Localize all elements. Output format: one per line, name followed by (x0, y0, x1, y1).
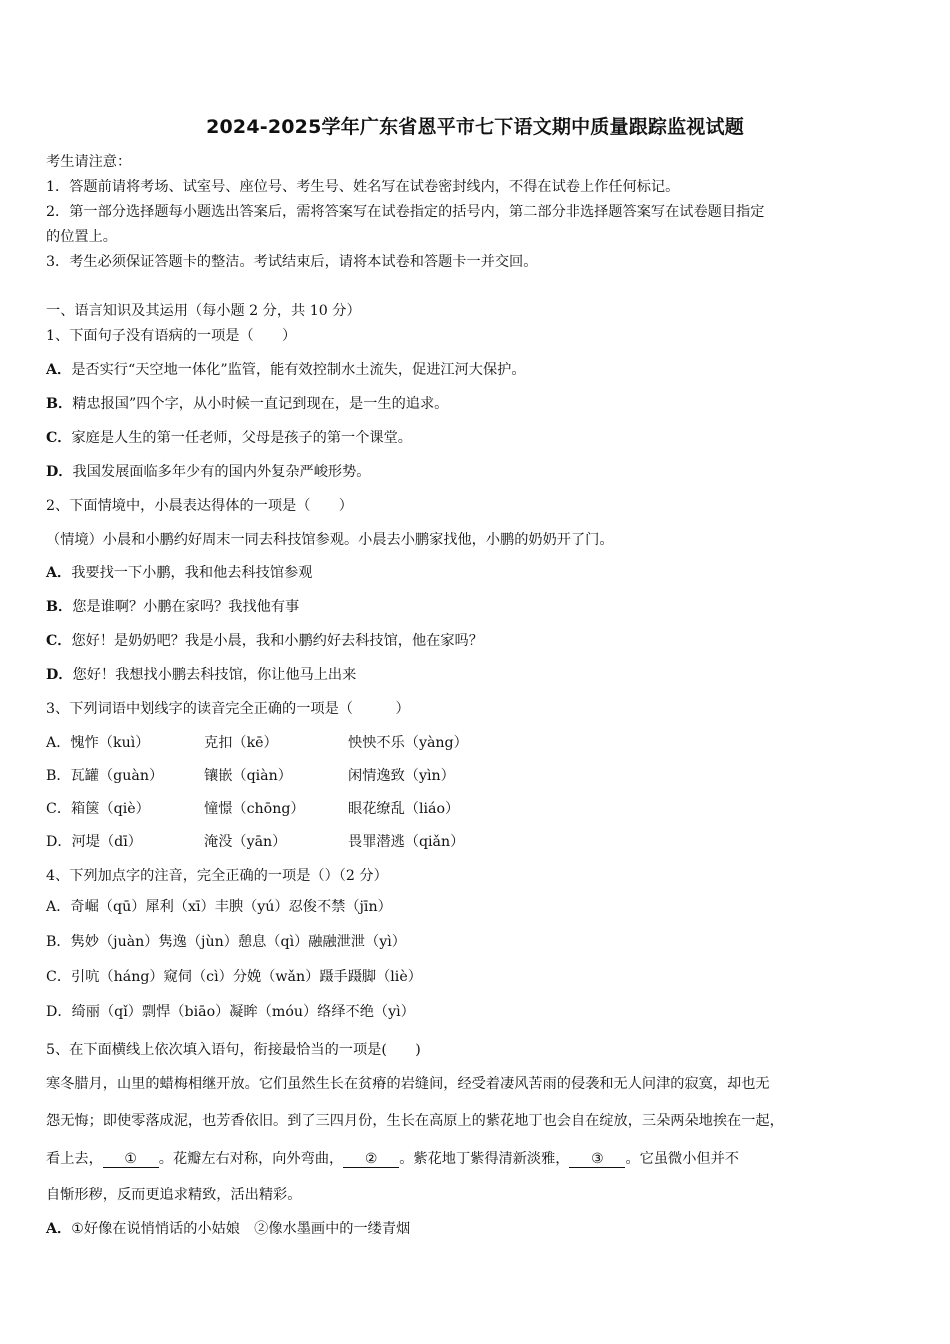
q2-stem: 2、下面情境中，小晨表达得体的一项是（ ） (46, 498, 353, 514)
option-text: 您是谁啊？小鹏在家吗？我找他有事 (72, 599, 300, 615)
q2-option-a (46, 563, 312, 583)
option-letter: A． (46, 362, 72, 378)
q3-a-word3: 怏怏不乐（yàng） (348, 735, 468, 751)
q2-context: （情境）小晨和小鹏约好周末一同去科技馆参观。小晨去小鹏家找他，小鹏的奶奶开了门。 (46, 532, 614, 548)
q3-stem: 3、下列词语中划线字的读音完全正确的一项是（ ） (46, 701, 410, 717)
q3-a-word1: A．愧怍（kuì） (46, 735, 150, 751)
q2-option-b (46, 597, 299, 617)
notice-item-2: 2．第一部分选择题每小题选出答案后，需将答案写在试卷指定的括号内，第二部分非选择题答案写在试卷题目指定 (46, 204, 765, 220)
notice-item-3: 3．考生必须保证答题卡的整洁。考试结束后，请将本试卷和答题卡一并交回。 (46, 254, 538, 270)
q5-passage-line-4: 自惭形秽，反而更追求精致，活出精彩。 (46, 1187, 302, 1203)
option-text: ①好像在说悄悄话的小姑娘 ②像水墨画中的一缕青烟 (71, 1221, 411, 1237)
q5-blank-2: ② (343, 1151, 399, 1168)
option-letter: A． (46, 565, 72, 581)
q3-d-word1: D．河堤（dī） (46, 834, 142, 850)
q5-passage-3b: 。花瓣左右对称，向外弯曲， (158, 1151, 344, 1167)
q5-passage-3d: 。它虽微小但并不 (625, 1151, 739, 1167)
q5-option-a (46, 1219, 410, 1239)
q3-d-word2: 淹没（yān） (204, 834, 287, 850)
q5-passage-line-2: 怨无悔；即使零落成泥，也芳香依旧。到了三四月份，生长在高原上的紫花地丁也会自在绽放，三朵两朵地挨在一起， (46, 1113, 784, 1129)
option-text: 家庭是人生的第一任老师，父母是孩子的第一个课堂。 (71, 430, 412, 446)
notice-item-1: 1．答题前请将考场、试室号、座位号、考生号、姓名写在试卷密封线内，不得在试卷上作任何标记。 (46, 179, 680, 195)
q4-option-b: B．隽妙（juàn）隽逸（jùn）憩息（qì）融融泄泄（yì） (46, 934, 406, 950)
option-text: 我要找一下小鹏，我和他去科技馆参观 (71, 565, 313, 581)
q4-stem: 4、下列加点字的注音，完全正确的一项是（）（2 分） (46, 868, 388, 884)
q4-option-a: A．奇崛（qū）犀利（xī）丰腴（yú）忍俊不禁（jīn） (46, 899, 392, 915)
option-letter: A． (46, 1221, 72, 1237)
option-letter: D． (46, 667, 73, 683)
q5-passage-line-1: 寒冬腊月，山里的蜡梅相继开放。它们虽然生长在贫瘠的岩缝间，经受着凄风苦雨的侵袭和无人问津的寂寞，却也无 (46, 1076, 770, 1092)
option-letter: C． (46, 633, 72, 649)
option-letter: C． (46, 430, 72, 446)
q2-option-d (46, 665, 356, 685)
q5-passage-3c: 。紫花地丁紫得清新淡雅， (399, 1151, 570, 1167)
q3-c-word2: 憧憬（chōng） (204, 801, 305, 817)
q3-d-word3: 畏罪潜逃（qiǎn） (348, 834, 465, 850)
q5-passage-line-3 (46, 1149, 739, 1169)
q5-blank-1: ① (103, 1151, 159, 1168)
option-letter: B． (46, 396, 73, 412)
notice-item-2-cont: 的位置上。 (46, 229, 117, 245)
q3-c-word1: C．箱箧（qiè） (46, 801, 150, 817)
option-letter: D． (46, 464, 73, 480)
option-text: 精忠报国”四个字，从小时候一直记到现在，是一生的追求。 (72, 396, 449, 412)
q2-option-c (46, 631, 483, 651)
q1-option-d (46, 462, 370, 482)
q3-b-word2: 镶嵌（qiàn） (204, 768, 292, 784)
option-text: 是否实行“天空地一体化”监管，能有效控制水土流失，促进江河大保护。 (71, 362, 526, 378)
q1-stem: 1、下面句子没有语病的一项是（ ） (46, 328, 297, 344)
q4-option-d: D．绮丽（qǐ）剽悍（biāo）凝眸（móu）络绎不绝（yì） (46, 1004, 415, 1020)
q5-blank-3: ③ (569, 1151, 625, 1168)
q4-option-c: C．引吭（háng）窥伺（cì）分娩（wǎn）蹑手蹑脚（liè） (46, 969, 422, 985)
q3-b-word1: B．瓦罐（guàn） (46, 768, 164, 784)
section-heading: 一、语言知识及其运用（每小题 2 分，共 10 分） (46, 303, 361, 319)
q5-passage-3a: 看上去， (46, 1151, 103, 1167)
q3-b-word3: 闲情逸致（yìn） (348, 768, 455, 784)
q1-option-c (46, 428, 412, 448)
page-title: 2024-2025学年广东省恩平市七下语文期中质量跟踪监视试题 (206, 116, 744, 138)
q1-option-b (46, 394, 448, 414)
q3-c-word3: 眼花缭乱（liáo） (348, 801, 460, 817)
q3-a-word2: 克扣（kē） (204, 735, 278, 751)
q1-option-a (46, 360, 526, 380)
option-text: 我国发展面临多年少有的国内外复杂严峻形势。 (72, 464, 371, 480)
option-text: 您好！我想找小鹏去科技馆，你让他马上出来 (72, 667, 357, 683)
notice-heading: 考生请注意： (46, 154, 132, 170)
option-letter: B． (46, 599, 73, 615)
option-text: 您好！是奶奶吧？我是小晨，我和小鹏约好去科技馆，他在家吗？ (71, 633, 483, 649)
q5-stem: 5、在下面横线上依次填入语句，衔接最恰当的一项是( ) (46, 1042, 421, 1058)
